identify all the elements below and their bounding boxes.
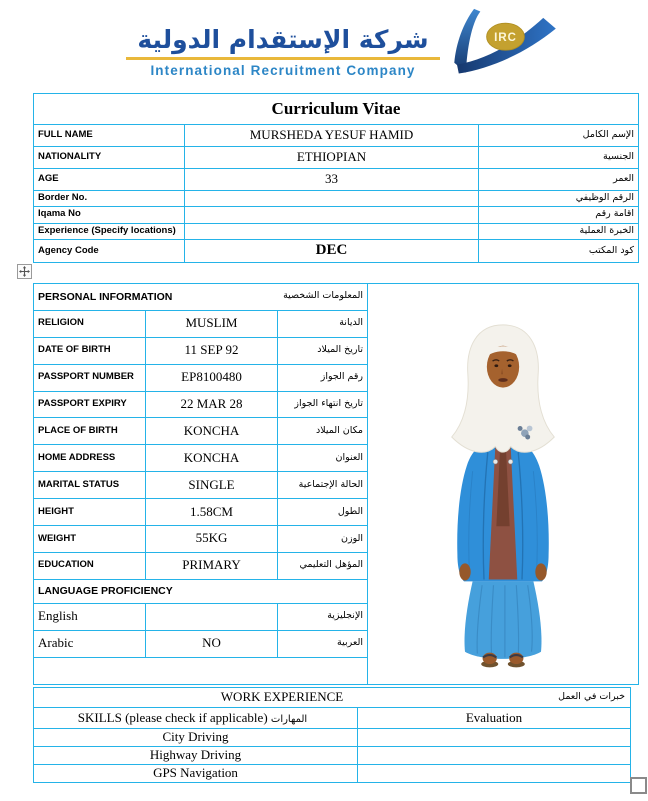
- field-arabic-date-of-birth: تاريخ الميلاد: [278, 337, 368, 364]
- field-arabic-nationality: الجنسية: [479, 146, 639, 168]
- field-value-education: PRIMARY: [146, 552, 278, 579]
- field-label-full-name: FULL NAME: [34, 125, 185, 147]
- field-value-passport-expiry: 22 MAR 28: [146, 391, 278, 418]
- field-value-height: 1.58CM: [146, 499, 278, 526]
- field-value-full-name: MURSHEDA YESUF HAMID: [185, 125, 479, 147]
- field-label-age: AGE: [34, 168, 185, 190]
- field-label-nationality: NATIONALITY: [34, 146, 185, 168]
- field-value-arabic: NO: [146, 630, 278, 657]
- field-arabic-border-no: الرقم الوظيفي: [479, 190, 639, 206]
- skill-city-driving: City Driving: [34, 729, 358, 747]
- field-value-date-of-birth: 11 SEP 92: [146, 337, 278, 364]
- field-arabic-religion: الديانة: [278, 310, 368, 337]
- table-row: [34, 240, 639, 263]
- field-value-iqama-no: [185, 207, 479, 223]
- table-row: [34, 190, 639, 206]
- work-experience-title-arabic: خبرات في العمل: [558, 691, 625, 703]
- field-arabic-marital-status: الحالة الإجتماعية: [278, 472, 368, 499]
- field-value-weight: 55KG: [146, 526, 278, 553]
- work-experience-header: [34, 688, 631, 708]
- gold-divider: [126, 57, 440, 60]
- table-row: [34, 747, 631, 765]
- field-value-marital-status: SINGLE: [146, 472, 278, 499]
- field-label-agency-code: Agency Code: [34, 240, 185, 263]
- evaluation-gps-navigation: [358, 765, 631, 783]
- field-arabic-full-name: الإسم الكامل: [479, 125, 639, 147]
- skill-gps-navigation: GPS Navigation: [34, 765, 358, 783]
- empty-notes-cell: [34, 657, 368, 684]
- field-arabic-education: المؤهل التعليمي: [278, 552, 368, 579]
- table-row: [34, 146, 639, 168]
- field-label-english: English: [34, 604, 146, 631]
- logo-text: IRC: [494, 31, 517, 45]
- field-label-iqama-no: Iqama No: [34, 207, 185, 223]
- field-value-english: [146, 604, 278, 631]
- field-label-weight: WEIGHT: [34, 526, 146, 553]
- field-label-passport-expiry: PASSPORT EXPIRY: [34, 391, 146, 418]
- field-value-agency-code: DEC: [185, 240, 479, 263]
- field-label-marital-status: MARITAL STATUS: [34, 472, 146, 499]
- field-arabic-place-of-birth: مكان الميلاد: [278, 418, 368, 445]
- field-value-place-of-birth: KONCHA: [146, 418, 278, 445]
- skills-header-cell: [34, 708, 358, 729]
- field-arabic-arabic: العربية: [278, 630, 368, 657]
- evaluation-highway-driving: [358, 747, 631, 765]
- table-row: [34, 688, 631, 708]
- field-label-place-of-birth: PLACE OF BIRTH: [34, 418, 146, 445]
- field-label-education: EDUCATION: [34, 552, 146, 579]
- field-value-age: 33: [185, 168, 479, 190]
- table-row: [34, 94, 639, 125]
- document-title: Curriculum Vitae: [34, 94, 639, 125]
- field-arabic-passport-expiry: تاريخ انتهاء الجواز: [278, 391, 368, 418]
- candidate-photo: [368, 284, 639, 685]
- personal-info-title-arabic: المعلومات الشخصية: [283, 290, 364, 302]
- field-label-date-of-birth: DATE OF BIRTH: [34, 337, 146, 364]
- field-label-passport-number: PASSPORT NUMBER: [34, 364, 146, 391]
- skills-title-arabic: المهارات: [270, 713, 308, 725]
- company-name-english: International Recruitment Company: [150, 63, 416, 79]
- skills-title: SKILLS (please check if applicable): [77, 709, 268, 725]
- table-row: [34, 284, 639, 311]
- table-row: [34, 708, 631, 729]
- field-arabic-experience: الخبرة العملية: [479, 223, 639, 239]
- evaluation-city-driving: [358, 729, 631, 747]
- company-brand: [116, 24, 450, 78]
- field-arabic-passport-number: رقم الجواز: [278, 364, 368, 391]
- field-label-religion: RELIGION: [34, 310, 146, 337]
- evaluation-header-cell: Evaluation: [358, 708, 631, 729]
- field-label-height: HEIGHT: [34, 499, 146, 526]
- table-row: [34, 125, 639, 147]
- skill-highway-driving: Highway Driving: [34, 747, 358, 765]
- field-arabic-home-address: العنوان: [278, 445, 368, 472]
- field-arabic-weight: الوزن: [278, 526, 368, 553]
- table-move-handle-icon[interactable]: [17, 264, 32, 279]
- table-row: [34, 729, 631, 747]
- field-value-border-no: [185, 190, 479, 206]
- work-experience-table: [33, 687, 631, 783]
- field-arabic-iqama-no: اقامة رقم: [479, 207, 639, 223]
- company-logo-icon: [448, 4, 563, 87]
- table-resize-handle[interactable]: [630, 777, 647, 794]
- work-experience-title: WORK EXPERIENCE: [220, 689, 344, 705]
- table-row: [34, 223, 639, 239]
- field-arabic-english: الإنجليزية: [278, 604, 368, 631]
- field-value-nationality: ETHIOPIAN: [185, 146, 479, 168]
- field-value-home-address: KONCHA: [146, 445, 278, 472]
- field-value-passport-number: EP8100480: [146, 364, 278, 391]
- company-name-arabic: شركة الإستقدام الدولية: [137, 25, 429, 54]
- field-label-arabic: Arabic: [34, 630, 146, 657]
- personal-info-table: [33, 283, 639, 685]
- table-row: [34, 765, 631, 783]
- field-arabic-height: الطول: [278, 499, 368, 526]
- personal-info-header: [34, 284, 368, 311]
- field-value-religion: MUSLIM: [146, 310, 278, 337]
- field-label-home-address: HOME ADDRESS: [34, 445, 146, 472]
- language-proficiency-title: LANGUAGE PROFICIENCY: [34, 579, 368, 603]
- personal-info-title: PERSONAL INFORMATION: [38, 290, 173, 303]
- field-arabic-age: العمر: [479, 168, 639, 190]
- field-label-border-no: Border No.: [34, 190, 185, 206]
- field-value-experience: [185, 223, 479, 239]
- table-row: [34, 207, 639, 223]
- field-label-experience: Experience (Specify locations): [34, 223, 185, 239]
- cv-table: [33, 93, 639, 263]
- field-arabic-agency-code: كود المكتب: [479, 240, 639, 263]
- table-row: [34, 168, 639, 190]
